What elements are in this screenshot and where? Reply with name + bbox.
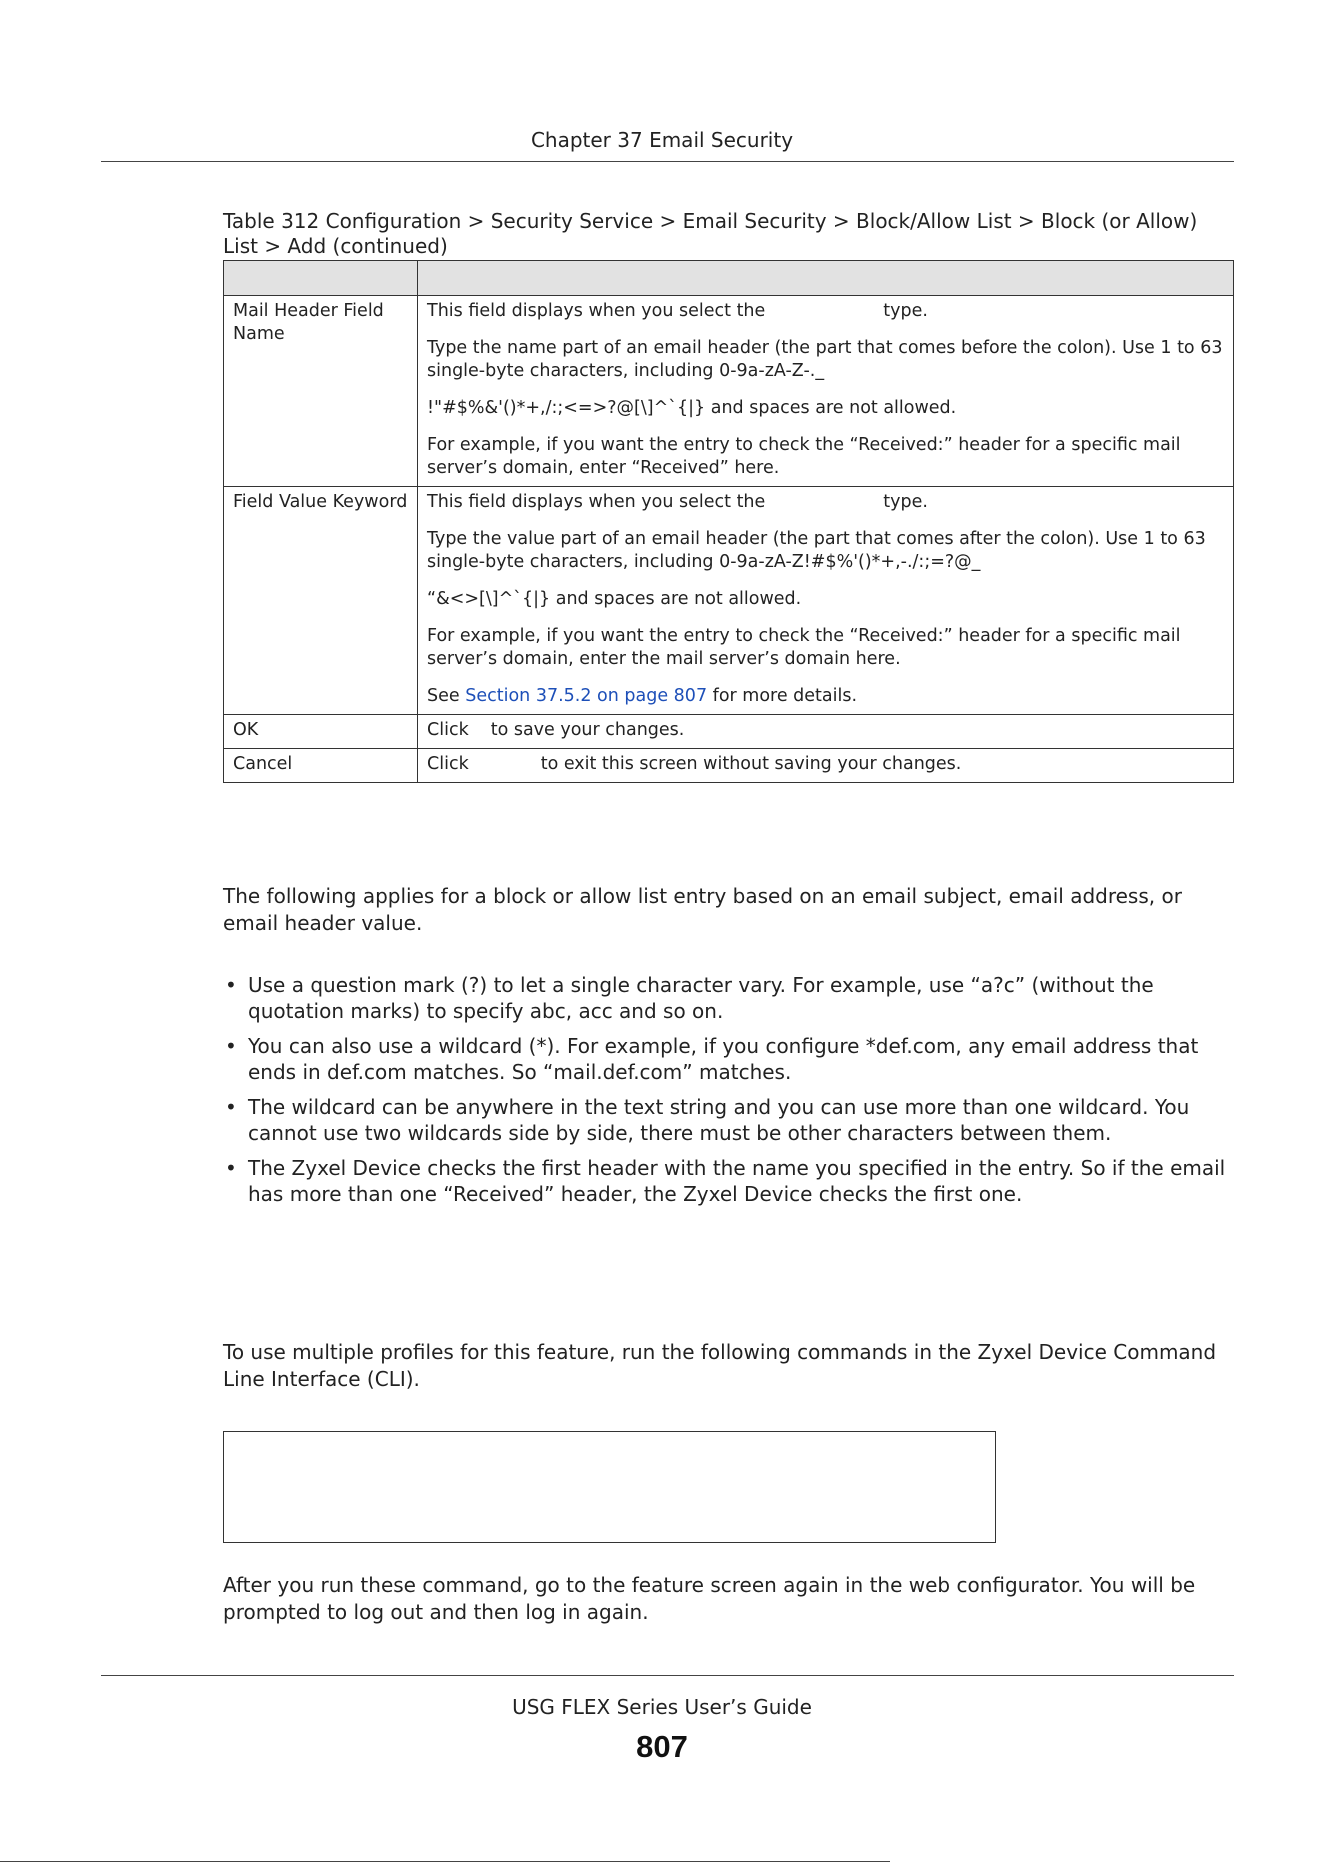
description-text: to exit this screen without saving your changes. bbox=[540, 754, 962, 774]
description-text: Type the name part of an email header (the part that comes before the colon). Use 1 to 63 single-byte characters, including 0-9a-zA-Z-._ bbox=[427, 338, 1223, 381]
row-description bbox=[418, 296, 1234, 487]
description-text: type. bbox=[883, 301, 928, 321]
chapter-title: Chapter 37 Email Security bbox=[530, 128, 794, 152]
description-text: for more details. bbox=[712, 686, 858, 706]
footer-rule bbox=[101, 1675, 1234, 1676]
row-description bbox=[418, 487, 1234, 715]
row-description bbox=[418, 715, 1234, 749]
cli-command-box bbox=[223, 1431, 996, 1543]
page-bottom-rule bbox=[0, 1861, 890, 1862]
header-rule bbox=[101, 161, 1234, 162]
description-text: type. bbox=[883, 492, 928, 512]
table-row bbox=[224, 487, 1234, 715]
table-row bbox=[224, 296, 1234, 487]
row-label: Cancel bbox=[224, 749, 418, 783]
description-text: Type the value part of an email header (the part that comes after the colon). Use 1 to 63 single-byte characters, including 0-9a-zA-Z!#$%'()*+,-./:;=?@_ bbox=[427, 529, 1206, 572]
row-description bbox=[418, 749, 1234, 783]
description-text: “&<>[\]^`{|} and spaces are not allowed. bbox=[427, 589, 802, 609]
wildcard-intro-paragraph: The following applies for a block or allow list entry based on an email subject, email address, or email header value. bbox=[223, 884, 1182, 935]
row-label: OK bbox=[224, 715, 418, 749]
table-row bbox=[224, 749, 1234, 783]
list-item: • The Zyxel Device checks the first header with the name you specified in the entry. So if the email has more than one “Received” header, the Zyxel Device checks the first one. bbox=[223, 1155, 1235, 1207]
row-label: Mail Header Field Name bbox=[224, 296, 418, 487]
table-header-row bbox=[224, 261, 1234, 296]
table-caption: Table 312 Configuration > Security Service > Email Security > Block/Allow List > Block (or Allow) List > Add (continued) bbox=[223, 209, 1198, 258]
description-text: to save your changes. bbox=[490, 720, 685, 740]
table-header-label-cell bbox=[224, 261, 418, 296]
list-item: • You can also use a wildcard (*). For example, if you configure *def.com, any email address that ends in def.com matches. So “mail.def.com” matches. bbox=[223, 1033, 1235, 1085]
description-text: !"#$%&'()*+,/:;<=>?@[\]^`{|} and spaces are not allowed. bbox=[427, 398, 957, 418]
list-item: • The wildcard can be anywhere in the text string and you can use more than one wildcard. You cannot use two wildcards side by side, there must be other characters between them. bbox=[223, 1094, 1235, 1146]
row-label: Field Value Keyword bbox=[224, 487, 418, 715]
description-text: Click bbox=[427, 754, 469, 774]
section-link[interactable]: Section 37.5.2 on page 807 bbox=[465, 686, 708, 706]
field-reference-table bbox=[223, 260, 1234, 783]
table-header-description-cell bbox=[418, 261, 1234, 296]
description-text: This field displays when you select the bbox=[427, 301, 766, 321]
after-cli-paragraph: After you run these command, go to the feature screen again in the web configurator. You will be prompted to log out and then log in again. bbox=[223, 1573, 1196, 1624]
description-text: This field displays when you select the bbox=[427, 492, 766, 512]
guide-title: USG FLEX Series User’s Guide bbox=[512, 1695, 812, 1719]
wildcard-rules-list bbox=[223, 972, 1235, 1216]
description-text: For example, if you want the entry to check the “Received:” header for a specific mail server’s domain, enter “Received” here. bbox=[427, 435, 1181, 478]
cli-intro-paragraph: To use multiple profiles for this feature, run the following commands in the Zyxel Device Command Line Interface (CLI). bbox=[223, 1340, 1217, 1391]
description-text: See bbox=[427, 686, 460, 706]
description-text: For example, if you want the entry to check the “Received:” header for a specific mail server’s domain, enter the mail server’s domain here. bbox=[427, 626, 1181, 669]
table-row bbox=[224, 715, 1234, 749]
description-text: Click bbox=[427, 720, 469, 740]
list-item: • Use a question mark (?) to let a single character vary. For example, use “a?c” (without the quotation marks) to specify abc, acc and so on. bbox=[223, 972, 1235, 1024]
page-number: 807 bbox=[636, 1729, 688, 1764]
